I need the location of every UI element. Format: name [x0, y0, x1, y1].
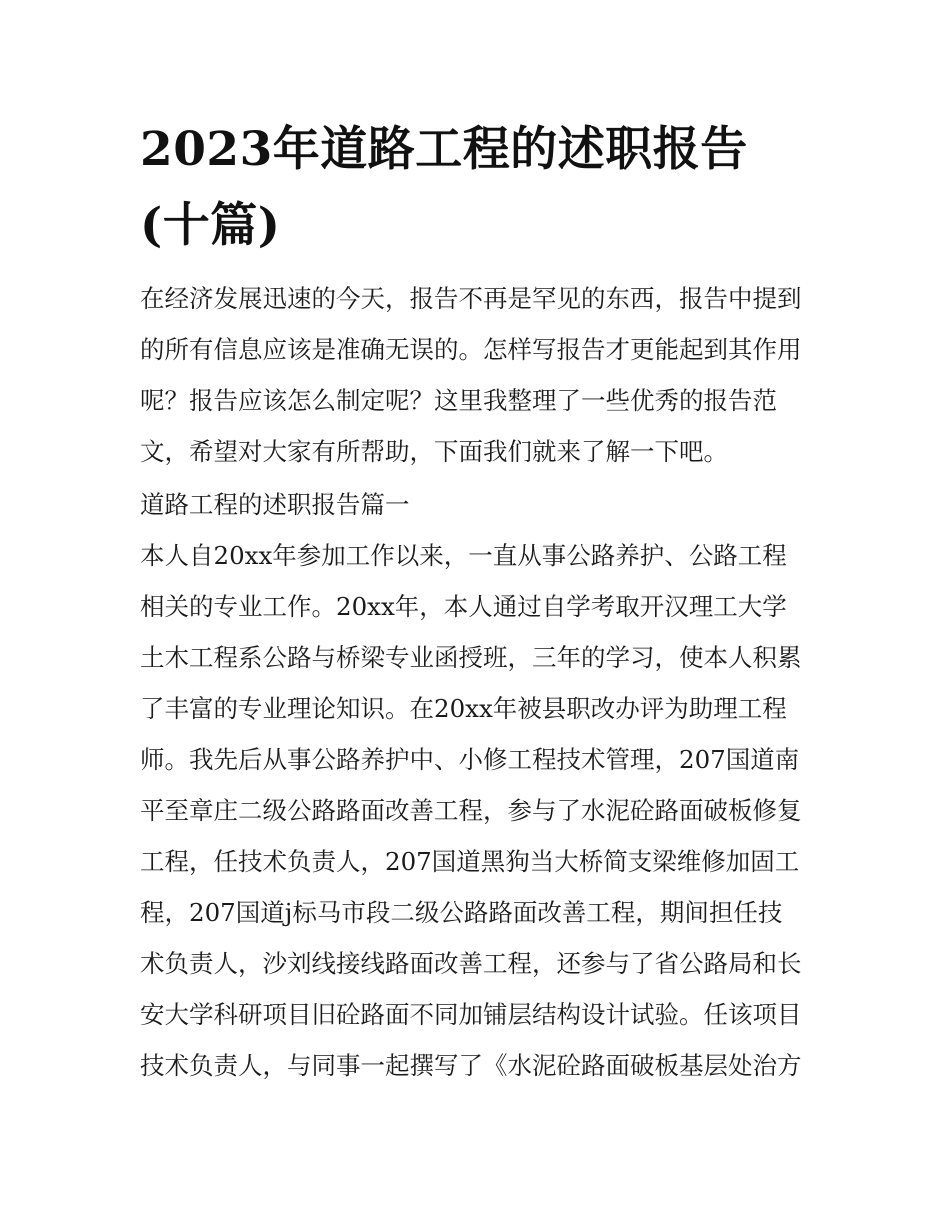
section-line-1: 本人自20xx年参加工作以来，一直从事公路养护、公路工程 — [140, 541, 787, 570]
intro-line-3: 呢？报告应该怎么制定呢？这里我整理了一些优秀的报告范 — [140, 386, 777, 415]
section-line-2: 相关的专业工作。20xx年，本人通过自学考取开汉理工大学 — [140, 592, 787, 621]
section-line-9: 术负责人，沙刘线接线路面改善工程，还参与了省公路局和长 — [140, 949, 802, 978]
section-paragraph — [140, 530, 830, 1091]
section-line-11: 技术负责人，与同事一起撰写了《水泥砼路面破板基层处治方 — [140, 1051, 802, 1080]
section-line-3: 土木工程系公路与桥梁专业函授班，三年的学习，使本人积累 — [140, 643, 802, 672]
document-title — [140, 112, 820, 264]
section-line-6: 平至章庄二级公路路面改善工程，参与了水泥砼路面破板修复 — [140, 796, 802, 825]
intro-line-1: 在经济发展迅速的今天，报告不再是罕见的东西，报告中提到 — [140, 284, 802, 313]
section-heading — [140, 479, 830, 530]
section-line-10: 安大学科研项目旧砼路面不同加铺层结构设计试验。任该项目 — [140, 1000, 802, 1029]
title-line-1: 2023年道路工程的述职报告 — [140, 122, 748, 177]
section-line-7: 工程，任技术负责人，207国道黑狗当大桥简支梁维修加固工 — [140, 847, 800, 876]
section-line-4: 了丰富的专业理论知识。在20xx年被县职改办评为助理工程 — [140, 694, 787, 723]
section-line-8: 程，207国道j标马市段二级公路路面改善工程，期间担任技 — [140, 898, 783, 927]
section-heading-text: 道路工程的述职报告篇一 — [140, 490, 410, 519]
intro-line-4: 文，希望对大家有所帮助，下面我们就来了解一下吧。 — [140, 437, 728, 466]
intro-line-2: 的所有信息应该是准确无误的。怎样写报告才更能起到其作用 — [140, 335, 802, 364]
title-line-2: (十篇) — [140, 198, 281, 253]
section-line-5: 师。我先后从事公路养护中、小修工程技术管理，207国道南 — [140, 745, 800, 774]
intro-paragraph — [140, 273, 830, 477]
